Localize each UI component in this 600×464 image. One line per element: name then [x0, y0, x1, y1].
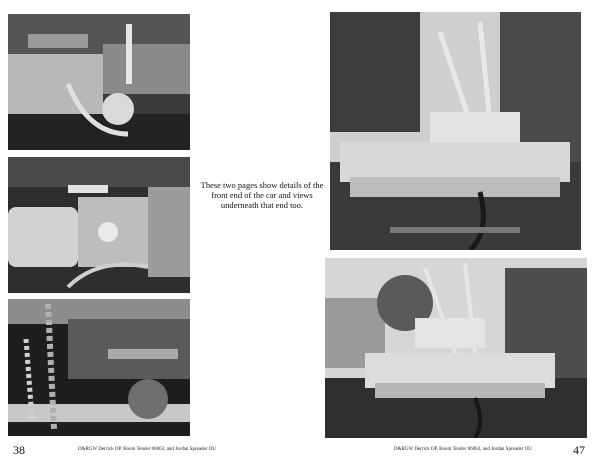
photo-chain-rigging	[8, 299, 190, 436]
running-title-left: D&RGW Derrick OP, Boom Tender 06063, and Jordan Spreader OU	[78, 447, 216, 452]
photo-coupler-closeup	[8, 14, 190, 150]
photo-derrick-end-wide	[325, 258, 587, 438]
page-number-left: 38	[13, 443, 25, 457]
page-number-right: 47	[573, 443, 585, 457]
photo-coupler-underside	[8, 157, 190, 293]
running-title-right: D&RGW Derrick OP, Boom Tender 06063, and Jordan Spreader OU	[394, 447, 532, 452]
caption-text: These two pages show details of the front end of the car and views underneath that end too.	[200, 180, 324, 210]
photo-derrick-front-end	[330, 12, 581, 250]
